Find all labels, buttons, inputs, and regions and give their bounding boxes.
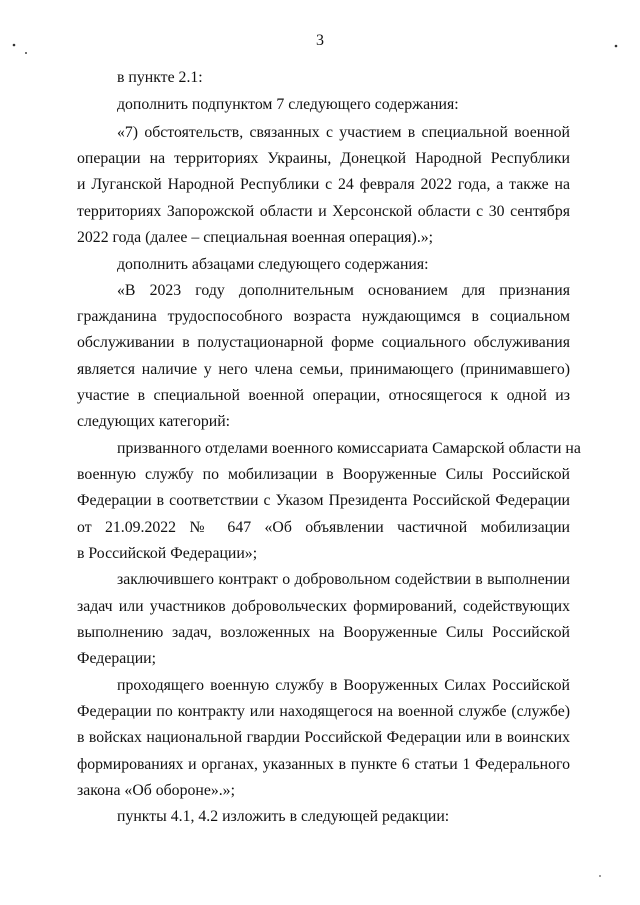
text-line: дополнить подпунктом 7 следующего содержания: bbox=[117, 96, 459, 113]
text-line: Федерации; bbox=[77, 650, 156, 667]
text-line: закона «Об обороне».»; bbox=[77, 782, 235, 799]
text-line: в войсках национальной гвардии Российской Федерации или в воинских bbox=[77, 729, 570, 746]
page-number: 3 bbox=[316, 32, 324, 49]
text-line: обслуживании в полустационарной форме социального обслуживания bbox=[77, 334, 570, 351]
text-line: 2022 года (далее – специальная военная операция).»; bbox=[77, 229, 434, 246]
text-line: от 21.09.2022 № 647 «Об объявлении частичной мобилизации bbox=[77, 519, 570, 536]
text-line: призванного отделами военного комиссариата Самарской области на bbox=[117, 440, 581, 457]
text-line: гражданина трудоспособного возраста нуждающимся в социальном bbox=[77, 308, 570, 325]
text-line: Федерации по контракту или находящегося на военной службе (службе) bbox=[77, 703, 570, 720]
text-line: и Луганской Народной Республики с 24 февраля 2022 года, а также на bbox=[77, 176, 570, 193]
text-line: Федерации в соответствии с Указом Президента Российской Федерации bbox=[77, 492, 570, 509]
text-line: заключившего контракт о добровольном содействии в выполнении bbox=[117, 571, 570, 588]
text-line: является наличие у него члена семьи, принимающего (принимавшего) bbox=[77, 361, 570, 378]
text-line: «7) обстоятельств, связанных с участием в специальной военной bbox=[117, 124, 570, 141]
text-line: территориях Запорожской области и Херсонской области с 30 сентября bbox=[77, 203, 570, 220]
text-line: дополнить абзацами следующего содержания: bbox=[117, 256, 429, 273]
text-line: «В 2023 году дополнительным основанием для признания bbox=[117, 282, 570, 299]
text-line: операции на территориях Украины, Донецкой Народной Республики bbox=[77, 150, 570, 167]
text-line: в Российской Федерации»; bbox=[77, 545, 258, 562]
text-line: участие в специальной военной операции, относящегося к одной из bbox=[77, 387, 570, 404]
text-line: задач или участников добровольческих формирований, содействующих bbox=[77, 598, 570, 615]
text-line: в пункте 2.1: bbox=[117, 69, 203, 86]
text-line: проходящего военную службу в Вооруженных Силах Российской bbox=[117, 677, 570, 694]
text-line: выполнению задач, возложенных на Вооруженные Силы Российской bbox=[77, 624, 570, 641]
text-line: следующих категорий: bbox=[77, 413, 231, 430]
text-line: военную службу по мобилизации в Вооруженные Силы Российской bbox=[77, 466, 570, 483]
text-line: пункты 4.1, 4.2 изложить в следующей редакции: bbox=[117, 808, 450, 825]
text-line: формированиях и органах, указанных в пункте 6 статьи 1 Федерального bbox=[77, 756, 570, 773]
